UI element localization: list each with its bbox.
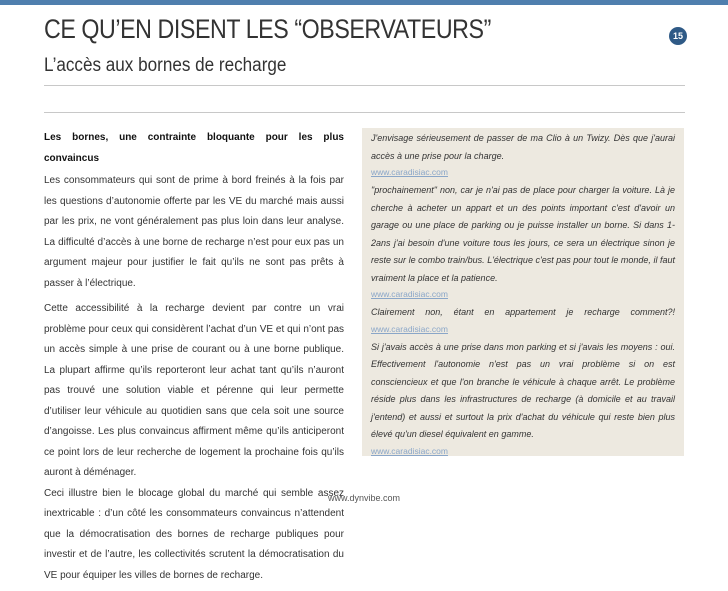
divider xyxy=(44,85,685,86)
page-subtitle: L’accès aux bornes de recharge xyxy=(44,55,287,76)
article-heading: Les bornes, une contrainte bloquante pour les plus convaincus xyxy=(44,132,344,164)
page-number-badge: 15 xyxy=(669,27,687,45)
quote-source-link[interactable]: www.caradisiac.com xyxy=(371,323,448,334)
footer-url: www.dynvibe.com xyxy=(327,493,401,503)
quote-text: Si j'avais accès à une prise dans mon parking et si j'avais les moyens : oui. Effectivement l'autonomie n'est pas un vrai problème si on est consciencieux et que l'on branche le véhicule à chaque arrêt. Le problème réside plus dans les infrastructures de recharge (à domicile et au travail j'entend) et aussi et surtout la prix d'achat du véhicule qui reste bien plus élevé qu'un diesel équivalent en gamme. xyxy=(371,341,675,439)
quote-source-link[interactable]: www.caradisiac.com xyxy=(371,167,448,177)
divider xyxy=(44,112,685,113)
quote-text: Clairement non, étant en appartement je recharge comment?! xyxy=(371,307,675,317)
quote-source-link[interactable]: www.caradisiac.com xyxy=(371,445,448,456)
quote-text: "prochainement" non, car je n'ai pas de place pour charger la voiture. Là je cherche à acheter un appart et un des points important c'est d'avoir un garage ou une place de parking ou je puisse installer un borne. Si dans 1-2ans j'ai besoin d'une voiture tous les jours, ce sera un électrique sinon je reste sur le combo train/bus. L'électrique c'est pas pour tout le monde, il faut vraiment la place et la patience. xyxy=(371,185,675,283)
quotes-panel xyxy=(362,128,684,456)
quote-source-link[interactable]: www.caradisiac.com xyxy=(371,289,448,299)
page-title: CE QU’EN DISENT LES “OBSERVATEURS” xyxy=(44,14,491,44)
article-paragraph: Les consommateurs qui sont de prime à bord freinés à la fois par les questions d’autonomie offerte par les VE du marché mais aussi par les prix, ne vont généralement pas plus loin dans leur analyse. La difficulté d’accès à une borne de recharge n’est pour eux pas un argument majeur pour justifier le fait qu’ils ne sont pas prêts à passer à l’électrique. xyxy=(44,175,344,289)
article-paragraph: Ceci illustre bien le blocage global du marché qui semble assez inextricable : d’un côté les consommateurs convaincus n’attendent que la démocratisation des bornes de recharge publiques pour investir et de l’autre, les collectivités scrutent la démocratisation du VE pour équiper les villes de bornes de recharge. xyxy=(44,487,344,581)
article-paragraph: Cette accessibilité à la recharge devient par contre un vrai problème pour ceux qui considèrent l’achat d’un VE et qui n’ont pas un accès simple à une prise de courant ou à une borne publique. La plupart affirme qu’ils reporteront leur achat tant qu’ils n’auront pas trouvé une solution viable et pérenne qui leur permette d’utiliser leur véhicule au quotidien sans que cela soit une source d’angoisse. Les plus convaincus affirment même qu’ils anticiperont ce point lors de leur recherche de logement la prochaine fois qu’ils auront à déménager. xyxy=(44,303,344,478)
top-accent-bar xyxy=(0,0,728,5)
article-column xyxy=(44,128,344,591)
quote-text: J'envisage sérieusement de passer de ma Clio à un Twizy. Dès que j'aurai accès à une prise pour la charge. xyxy=(371,133,675,161)
